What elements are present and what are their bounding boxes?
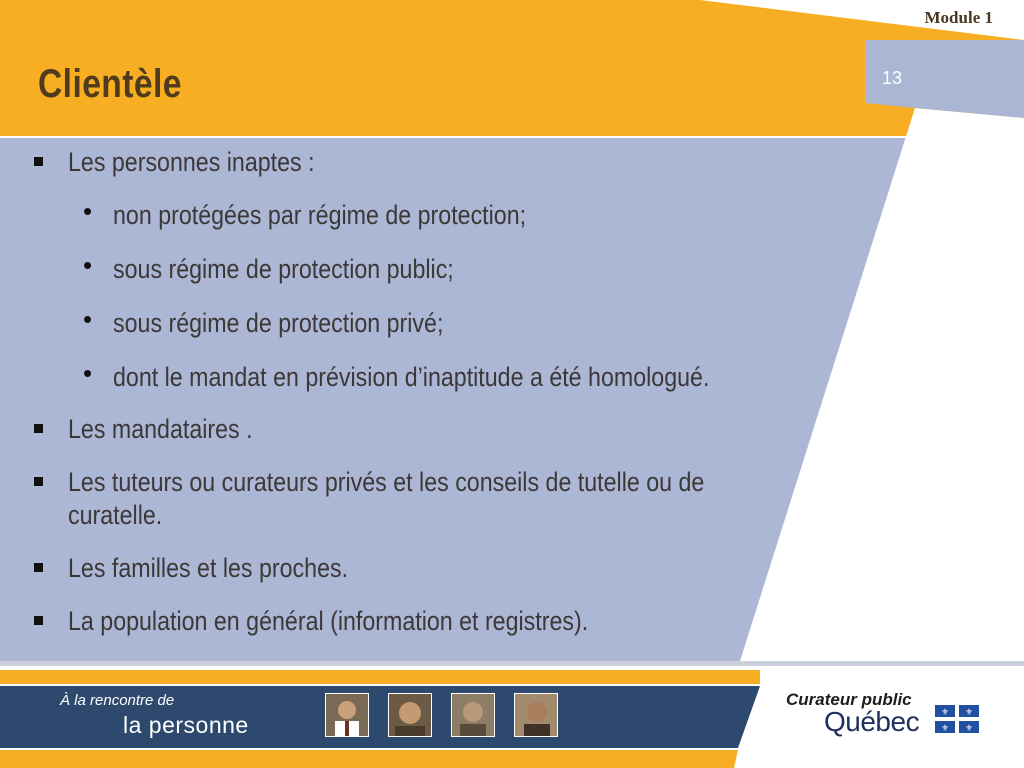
square-bullet-icon — [34, 424, 43, 433]
portrait-photo-icon — [325, 693, 369, 737]
svg-text:⚜: ⚜ — [964, 724, 974, 733]
logo-quebec: Québec — [824, 706, 920, 737]
page-number: 13 — [882, 68, 903, 88]
square-bullet-icon — [34, 563, 43, 572]
portrait-photo-icon — [388, 693, 432, 737]
square-bullet-icon — [34, 616, 43, 625]
round-bullet-icon: • — [83, 196, 93, 226]
portrait-photo-icon — [451, 693, 495, 737]
round-bullet-icon: • — [83, 304, 93, 334]
list-item: sous régime de protection privé; — [113, 308, 444, 338]
module-label: Module 1 — [924, 8, 993, 27]
logo-curateur-public: Curateur public — [786, 690, 912, 709]
square-bullet-icon — [34, 157, 43, 166]
list-item: Les personnes inaptes : — [68, 147, 315, 177]
list-item: non protégées par régime de protection; — [113, 200, 527, 230]
portrait-photo-icon — [514, 693, 558, 737]
list-item: Les familles et les proches. — [68, 553, 349, 583]
fleur-de-lis-flag-icon — [935, 705, 979, 733]
list-item-continuation: curatelle. — [68, 500, 163, 530]
footer-tagline-big: la personne — [123, 712, 249, 738]
slide-title: Clientèle — [38, 62, 182, 106]
svg-text:⚜: ⚜ — [940, 708, 950, 718]
list-item: sous régime de protection public; — [113, 254, 454, 284]
footer-tagline-small: À la rencontre de — [60, 692, 175, 709]
svg-text:⚜: ⚜ — [964, 708, 974, 718]
round-bullet-icon: • — [83, 358, 93, 388]
list-item: Les tuteurs ou curateurs privés et les conseils de tutelle ou de — [68, 467, 705, 497]
round-bullet-icon: • — [83, 250, 93, 280]
list-item: Les mandataires . — [68, 414, 253, 444]
list-item: dont le mandat en prévision d’inaptitude a été homologué. — [113, 362, 710, 392]
svg-text:⚜: ⚜ — [940, 724, 950, 733]
list-item: La population en général (information et registres). — [68, 606, 589, 636]
square-bullet-icon — [34, 477, 43, 486]
